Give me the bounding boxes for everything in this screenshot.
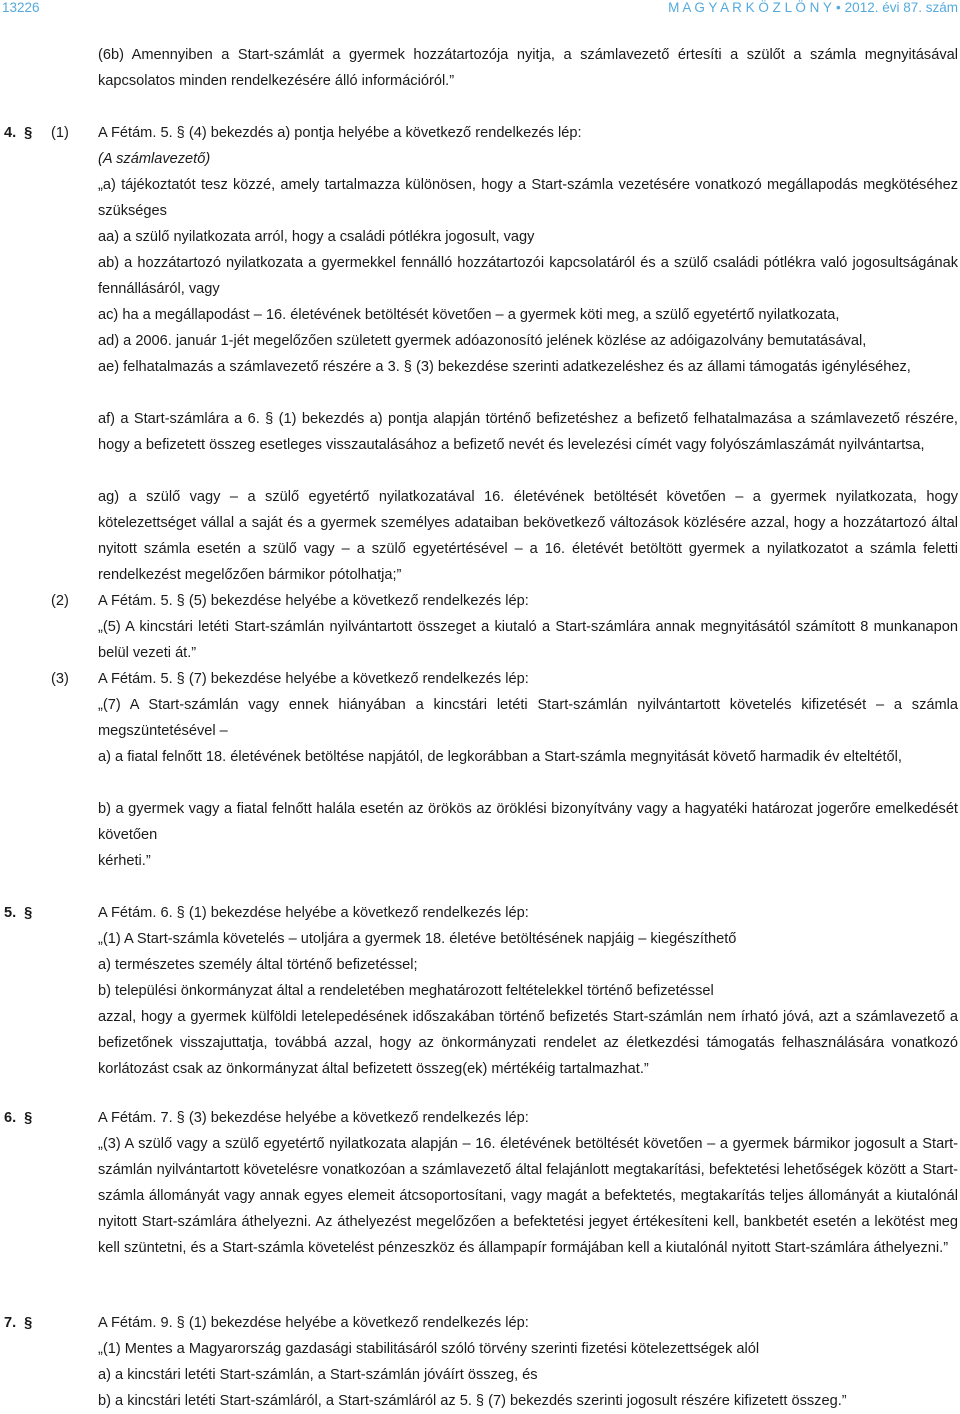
section-7-num: 7. [4,1315,17,1331]
s5-head: A Fétám. 6. § (1) bekezdése helyébe a következő rendelkezés lép: [98,905,529,921]
s4-p3-head: A Fétám. 5. § (7) bekezdése helyébe a következő rendelkezés lép: [98,671,529,687]
s4-point-ab: ab) a hozzátartozó nyilatkozata a gyermekkel fennálló hozzátartozói kapcsolatáról és a szülő családi pótlékra való jogosultságának fennállásáról, vagy [98,255,958,297]
section-5-number [4,900,32,926]
s4-point-a: „a) tájékoztatót tesz közzé, amely tartalmazza különösen, hogy a Start-számla vezetésére vonatkozó megállapodás megkötéséhez szükséges [98,177,958,219]
page-number: 13226 [2,0,40,15]
page-header [0,0,960,20]
s4-point-ag: ag) a szülő vagy – a szülő egyetértő nyilatkozatával 16. életévének betöltését követően – a gyermek nyilatkozata, hogy kötelezettséget vállal a saját és a gyermek személyes adataiban bekövetkező változások közlésére azzal, hogy a hozzátartozó által nyitott számla esetén a szülő vagy – a szülő egyetértésével – a 16. életévét betöltött gyermek a nyilatkozatot a számla feletti rendelkezést megelőzően bármikor pótolhatja;” [98,489,958,583]
s5-line-1: „(1) A Start-számla követelés – utoljára a gyermek 18. életéve betöltésének napjáig – kiegészíthető [98,931,737,947]
s4-p3-end: kérheti.” [98,853,151,869]
s4-p2-text: „(5) A kincstári letéti Start-számlán nyilvántartott összeget a kiutaló a Start-számlára annak megnyitásától számított 8 munkanapon belül vezeti át.” [98,619,958,661]
s4-point-ad: ad) a 2006. január 1-jét megelőzően született gyermek adóazonosító jelének közlése az adóigazolvány bemutatásával, [98,333,867,349]
section-5-sign: § [24,905,33,921]
bullet-separator: • [835,0,841,15]
s5-rest: azzal, hogy a gyermek külföldi letelepedésének időszakában történő befizetés Start-számlán nem írható jóvá, azt a számlavezető a befizetőnek visszajuttatja, továbbá azzal, hogy az önkormányzati rendelet az életkezdési támogatás felhasználására vonatkozó korlátozást csak az önkormányzat által befizetett összeg(ek) mértékéig tartalmazhat.” [98,1009,958,1077]
journal-name: M A G Y A R K Ö Z L Ö N Y [668,0,832,15]
section-6-sign: § [24,1110,33,1126]
s6-head: A Fétám. 7. § (3) bekezdése helyébe a következő rendelkezés lép: [98,1110,529,1126]
s7-point-a: a) a kincstári letéti Start-számlán, a Start-számlán jóváírt összeg, és [98,1367,538,1383]
s4-p1-italic: (A számlavezető) [98,151,211,167]
section-7-number [4,1310,32,1336]
section-4-sign: § [24,125,33,141]
s5-point-a: a) természetes személy által történő befizetéssel; [98,957,418,973]
s4-p1-number: (1) [51,125,69,141]
s5-point-b: b) települési önkormányzat által a rendeletében meghatározott feltételekkel történő befizetéssel [98,983,714,999]
s4-p2-number: (2) [51,593,69,609]
s7-head: A Fétám. 9. § (1) bekezdése helyébe a következő rendelkezés lép: [98,1315,529,1331]
s4-p3-number: (3) [51,671,69,687]
s4-p3-text: „(7) A Start-számlán vagy ennek hiányában a kincstári letéti Start-számlán nyilvántartott követelés kifizetését – a számla megszüntetésével – [98,697,958,739]
section-7-sign: § [24,1315,33,1331]
s4-p2-head: A Fétám. 5. § (5) bekezdése helyébe a következő rendelkezés lép: [98,593,529,609]
s7-line-1: „(1) Mentes a Magyarország gazdasági stabilitásáról szóló törvény szerinti fizetési kötelezettségek alól [98,1341,760,1357]
s4-p1-head: A Fétám. 5. § (4) bekezdés a) pontja helyébe a következő rendelkezés lép: [98,125,582,141]
journal-title [668,0,958,15]
section-4-number [4,120,32,146]
section-6-number [4,1105,32,1131]
section-5-num: 5. [4,905,17,921]
section-6-num: 6. [4,1110,17,1126]
s7-point-b: b) a kincstári letéti Start-számláról, a Start-számláról az 5. § (7) bekezdés szerinti jogosult részére kifizetett összeg.” [98,1393,847,1409]
section-4-num: 4. [4,125,17,141]
s6-text: „(3) A szülő vagy a szülő egyetértő nyilatkozata alapján – 16. életévének betöltését követően – a gyermek bármikor jogosult a Start-számlán nyilvántartott követelésre vonatkozóan a számlavezető által felajánlott megtakarítási, befektetési lehetőségek között a Start-számla állományát vagy annak egyes elemeit átcsoportosítani, vagy magát a befektetés, megtakarítás teljes állományát a kiutalónál nyitott Start-számlára áthelyezni. Az áthelyezést megelőzően a befektetési jegyet értékesíteni kell, bankbetét esetén a lekötést meg kell szüntetni, és a Start-számla követelést pénzeszköz és állampapír formájában kell a kiutalónál nyitott Start-számlára áthelyezni.” [98,1136,958,1256]
issue-label: 2012. évi 87. szám [844,0,958,15]
s4-point-ae: ae) felhatalmazás a számlavezető részére a 3. § (3) bekezdése szerinti adatkezeléshez és az állami támogatás igényléséhez, [98,359,911,375]
s4-point-af: af) a Start-számlára a 6. § (1) bekezdés a) pontja alapján történő befizetéshez a befizető felhatalmazása a számlavezető részére, hogy a befizetett összeg esetleges visszautalásához a befizető nevét és levelezési címét vagy folyószámlaszámát nyilvántartsa, [98,411,958,453]
paragraph-6b: (6b) Amennyiben a Start-számlát a gyermek hozzátartozója nyitja, a számlavezető értesíti a szülőt a számla megnyitásával kapcsolatos minden rendelkezésére álló információról.” [98,47,958,89]
s4-p3-point-b: b) a gyermek vagy a fiatal felnőtt halála esetén az örökös az öröklési bizonyítvány vagy a hagyatéki határozat jogerőre emelkedését követően [98,801,958,843]
s4-point-ac: ac) ha a megállapodást – 16. életévének betöltését követően – a gyermek köti meg, a szülő egyetértő nyilatkozata, [98,307,840,323]
s4-point-aa: aa) a szülő nyilatkozata arról, hogy a családi pótlékra jogosult, vagy [98,229,535,245]
s4-p3-point-a: a) a fiatal felnőtt 18. életévének betöltése napjától, de legkorábban a Start-számla megnyitását követő harmadik év elteltétől, [98,749,902,765]
